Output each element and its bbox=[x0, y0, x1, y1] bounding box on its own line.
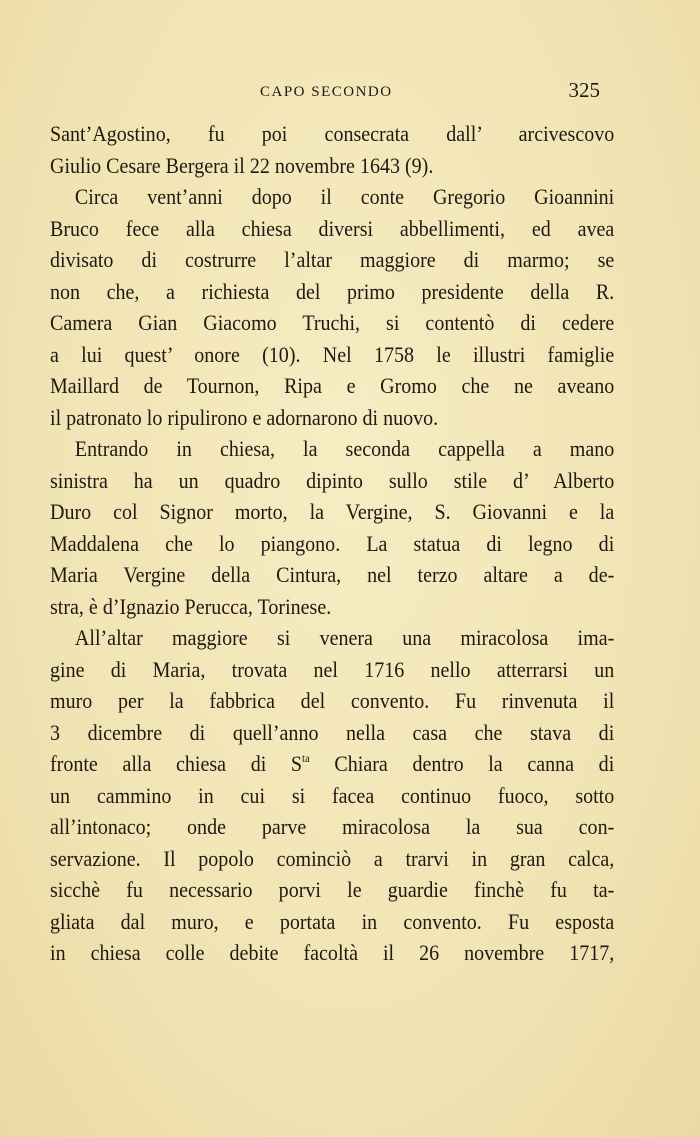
text-line: Maillard de Tournon, Ripa e Gromo che ne aveano bbox=[50, 373, 615, 398]
text-line: Camera Gian Giacomo Truchi, si contentò di cedere bbox=[50, 310, 615, 335]
text-segment: Chiara dentro la canna di bbox=[309, 751, 615, 776]
text-line: stra, è d’Ignazio Perucca, Torinese. bbox=[50, 593, 332, 619]
text-line: Bruco fece alla chiesa diversi abbellimenti, ed avea bbox=[50, 215, 615, 241]
text-line: Sant’Agostino, fu poi consecrata dall’ arcivescovo bbox=[50, 121, 615, 146]
text-line: un cammino in cui si facea continuo fuoco, sotto bbox=[50, 782, 615, 808]
text-line: Circa vent’anni dopo il conte Gregorio Gioannini bbox=[74, 184, 615, 209]
body-text bbox=[50, 118, 614, 969]
text-line bbox=[50, 748, 614, 780]
text-line: 3 dicembre di quell’anno nella casa che stava di bbox=[50, 719, 615, 745]
text-line: gliata dal muro, e portata in convento. Fu esposta bbox=[50, 908, 615, 934]
page-header bbox=[50, 78, 600, 106]
text-line: Duro col Signor morto, la Vergine, S. Giovanni e la bbox=[50, 499, 615, 524]
text-line: a lui quest’ onore (10). Nel 1758 le illustri famiglie bbox=[50, 341, 615, 367]
text-line: all’intonaco; onde parve miracolosa la sua con- bbox=[50, 814, 615, 839]
text-line: sicchè fu necessario porvi le guardie finchè fu ta- bbox=[50, 877, 615, 902]
running-head: CAPO SECONDO bbox=[260, 84, 393, 100]
text-line: il patronato lo ripulirono e adornarono di nuovo. bbox=[50, 404, 439, 430]
superscript: ta bbox=[302, 751, 310, 765]
text-line: divisato di costrurre l’altar maggiore di marmo; se bbox=[50, 247, 615, 272]
text-line: sinistra ha un quadro dipinto sullo stile d’ Alberto bbox=[50, 467, 615, 493]
text-line: in chiesa colle debite facoltà il 26 novembre 1717, bbox=[50, 940, 615, 965]
text-line: Entrando in chiesa, la seconda cappella a mano bbox=[74, 436, 615, 461]
text-line: gine di Maria, trovata nel 1716 nello atterrarsi un bbox=[50, 656, 615, 682]
text-line: servazione. Il popolo cominciò a trarvi in gran calca, bbox=[50, 845, 615, 871]
text-line: non che, a richiesta del primo presidente della R. bbox=[50, 278, 615, 304]
text-line: Giulio Cesare Bergera il 22 novembre 1643 (9). bbox=[50, 152, 434, 178]
text-line: Maddalena che lo piangono. La statua di legno di bbox=[50, 530, 615, 556]
text-line: All’altar maggiore si venera una miracolosa ima- bbox=[74, 625, 615, 650]
page-number: 325 bbox=[568, 78, 600, 102]
text-line: muro per la fabbrica del convento. Fu rinvenuta il bbox=[50, 688, 615, 713]
text-segment: fronte alla chiesa di S bbox=[50, 751, 303, 776]
text-line: Maria Vergine della Cintura, nel terzo altare a de- bbox=[50, 562, 615, 587]
